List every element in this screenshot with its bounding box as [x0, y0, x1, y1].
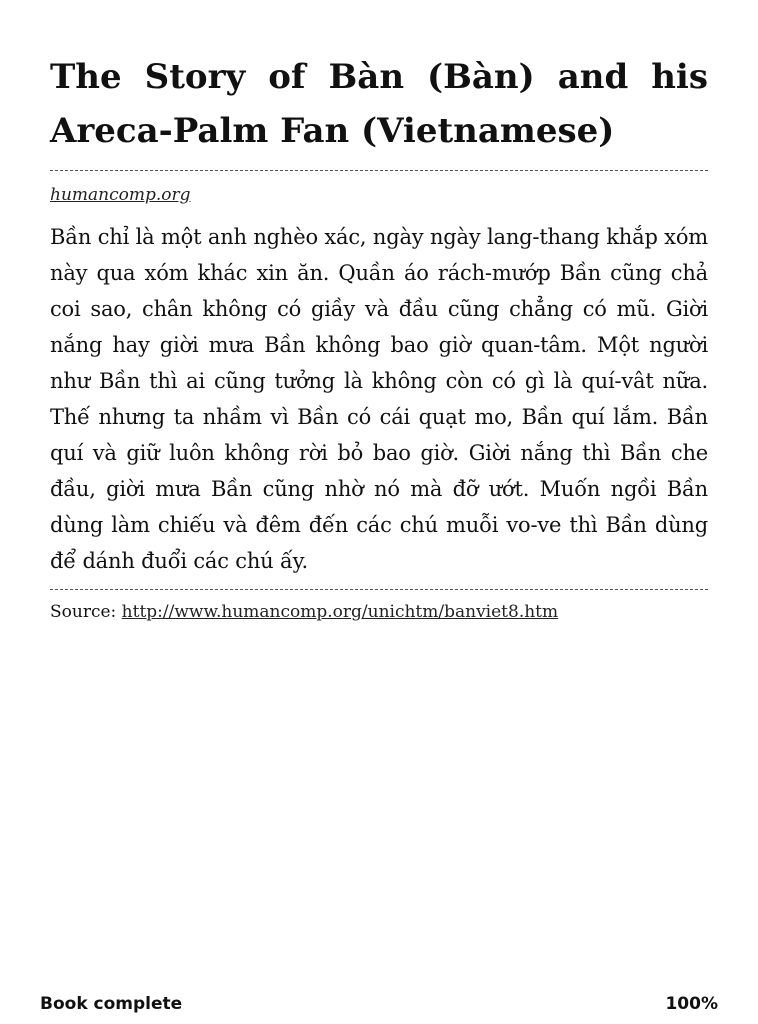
source-link[interactable]: http://www.humancomp.org/unichtm/banviet8.htm [121, 602, 559, 622]
site-link[interactable]: humancomp.org [50, 185, 191, 205]
book-status-text: Book complete [40, 994, 183, 1014]
reader-page [50, 50, 708, 624]
story-paragraph: Bần chỉ là một anh nghèo xác, ngày ngày lang-thang khắp xóm này qua xóm khác xin ăn. Quần áo rách-mướp Bần cũng chả coi sao, chân không có giầy và đầu cũng chẳng có mũ. Giời nắng hay giời mưa Bần không bao giờ quan-tâm. Một người như Bần thì ai cũng tưởng là không còn có gì là quí-vât nữa. Thế nhưng ta nhầm vì Bần có cái quạt mo, Bần quí lắm. Bần quí và giữ luôn không rời bỏ bao giờ. Giời nắng thì Bần che đầu, giời mưa Bần cũng nhờ nó mà đỡ ướt. Muốn ngồi Bần dùng làm chiếu và đêm đến các chú muỗi vo-ve thì Bần dùng để dánh đuổi các chú ấy. [50, 225, 708, 573]
title-divider [50, 170, 708, 171]
chapter-title: The Story of Bàn (Bàn) and his Areca-Palm Fan (Vietnamese) [50, 57, 708, 151]
reading-progress: 100% [665, 994, 718, 1014]
source-divider [50, 589, 708, 590]
reader-status-bar [40, 992, 718, 1016]
source-line [50, 600, 708, 624]
source-label: Source: [50, 602, 117, 622]
